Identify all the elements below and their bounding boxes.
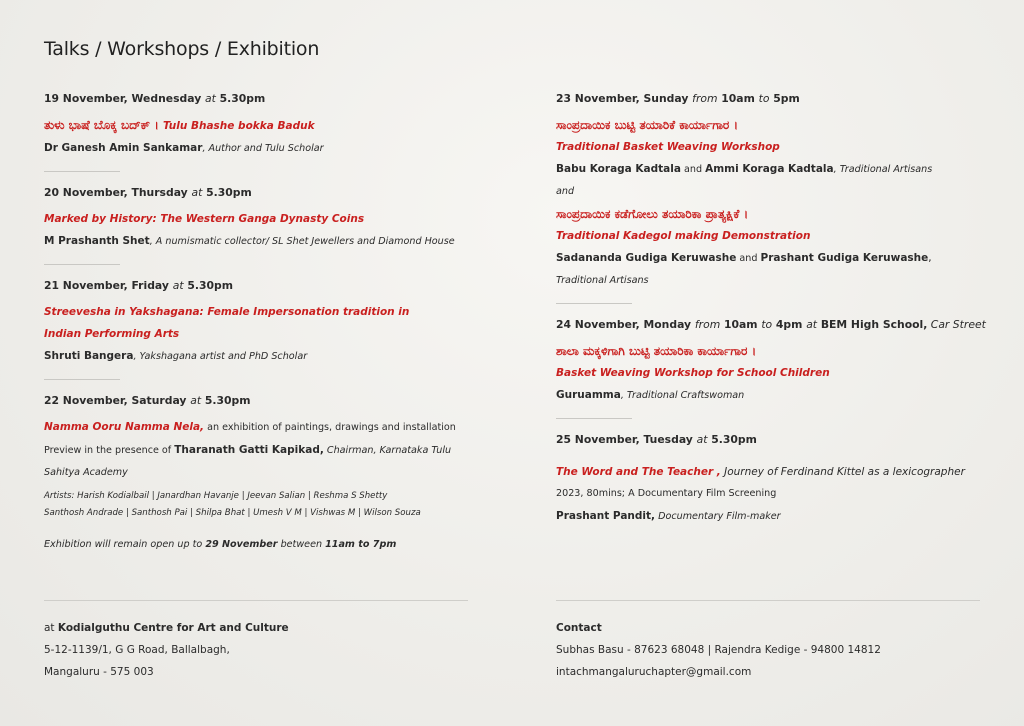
kannada-title: ತುಳು ಭಾಷೆ ಬೊಕ್ಕ ಬದ್‌ಕ್ (44, 118, 151, 132)
speaker-line: Prashant Pandit, Documentary Film-maker (556, 510, 781, 522)
contact-block (556, 617, 881, 683)
event-title: Traditional Kadegol making Demonstration (556, 230, 811, 242)
footer-rule-left (44, 600, 468, 601)
contact-label: Contact (556, 622, 602, 634)
event-title: Streevesha in Yakshagana: Female Impersonation tradition in Indian Performing Arts (44, 306, 410, 340)
event-22-nov (44, 390, 484, 556)
speaker-role: Traditional Artisans (556, 275, 649, 286)
speaker-line: Babu Koraga Kadtala and Ammi Koraga Kadtala, Traditional Artisans (556, 163, 933, 175)
event-title: Basket Weaving Workshop for School Children (556, 367, 830, 379)
divider (44, 171, 120, 172)
and-line: and (556, 186, 575, 197)
event-date: 24 November, Monday from 10am to 4pm at BEM High School, Car Street (556, 318, 986, 331)
exhibition-line: Namma Ooru Namma Nela, an exhibition of paintings, drawings and installation (44, 421, 456, 433)
divider (556, 418, 632, 419)
event-date: 19 November, Wednesday at 5.30pm (44, 92, 266, 105)
event-24-nov (556, 314, 996, 407)
film-title-line: The Word and The Teacher , Journey of Ferdinand Kittel as a lexicographer (556, 466, 965, 478)
speaker-line: Sadananda Gudiga Keruwashe and Prashant Gudiga Keruwashe, (556, 252, 932, 264)
divider (556, 303, 632, 304)
artists-list: Artists: Harish Kodialbail | Janardhan Havanje | Jeevan Salian | Reshma S Shetty Santhosh Andrade | Santhosh Pai | Shilpa Bhat | Umesh V M | Vishwas M | Wilson Souza (44, 491, 421, 518)
page-title: Talks / Workshops / Exhibition (44, 38, 320, 60)
right-column (556, 88, 996, 528)
event-25-nov (556, 429, 996, 528)
left-column (44, 88, 484, 556)
event-date: 23 November, Sunday from 10am to 5pm (556, 92, 800, 105)
speaker-line: M Prashanth Shet, A numismatic collector/ SL Shet Jewellers and Diamond House (44, 235, 455, 247)
divider (44, 379, 120, 380)
event-23-nov (556, 88, 996, 292)
address-line: Mangaluru - 575 003 (44, 666, 154, 678)
event-20-nov (44, 182, 484, 253)
event-date: 21 November, Friday at 5.30pm (44, 279, 233, 292)
film-meta: 2023, 80mins; A Documentary Film Screening (556, 488, 777, 499)
contact-email[interactable]: intachmangaluruchapter@gmail.com (556, 666, 752, 678)
event-21-nov (44, 275, 484, 368)
speaker-line: Guruamma, Traditional Craftswoman (556, 389, 745, 401)
kannada-title: ಶಾಲಾ ಮಕ್ಕಳಿಗಾಗಿ ಬುಟ್ಟಿ ತಯಾರಿಕಾ ಕಾರ್ಯಾಗಾರ । (556, 344, 757, 358)
event-date: 20 November, Thursday at 5.30pm (44, 186, 252, 199)
event-title-line: ತುಳು ಭಾಷೆ ಬೊಕ್ಕ ಬದ್‌ಕ್ । Tulu Bhashe bokka Baduk (44, 118, 315, 132)
venue-block: at Kodialguthu Centre for Art and Culture 5-12-1139/1, G G Road, Ballalbagh, Mangaluru - 575 003 (44, 617, 289, 683)
speaker-line: Shruti Bangera, Yakshagana artist and PhD Scholar (44, 350, 308, 362)
event-title: Marked by History: The Western Ganga Dynasty Coins (44, 213, 365, 225)
event-19-nov (44, 88, 484, 160)
speaker-line: Dr Ganesh Amin Sankamar, Author and Tulu Scholar (44, 142, 324, 154)
footer-rule-right (556, 600, 980, 601)
kannada-title: ಸಾಂಪ್ರದಾಯಿಕ ಬುಟ್ಟಿ ತಯಾರಿಕೆ ಕಾರ್ಯಾಗಾರ । (556, 118, 739, 132)
venue-name: Kodialguthu Centre for Art and Culture (57, 622, 289, 634)
address-line: 5-12-1139/1, G G Road, Ballalbagh, (44, 644, 230, 656)
event-date: 25 November, Tuesday at 5.30pm (556, 433, 757, 446)
event-title: Tulu Bhashe bokka Baduk (162, 120, 315, 132)
contact-phones: Subhas Basu - 87623 68048 | Rajendra Kedige - 94800 14812 (556, 644, 881, 656)
event-date: 22 November, Saturday at 5.30pm (44, 394, 251, 407)
event-title: Traditional Basket Weaving Workshop (556, 141, 780, 153)
preview-line: Preview in the presence of Tharanath Gatti Kapikad, Chairman, Karnataka Tulu Sahitya Academy (44, 444, 452, 478)
exhibition-open-note: Exhibition will remain open up to 29 November between 11am to 7pm (44, 539, 397, 550)
kannada-title: ಸಾಂಪ್ರದಾಯಿಕ ಕಡೆಗೋಲು ತಯಾರಿಕಾ ಪ್ರಾತ್ಯಕ್ಷಿಕೆ । (556, 207, 749, 221)
divider (44, 264, 120, 265)
